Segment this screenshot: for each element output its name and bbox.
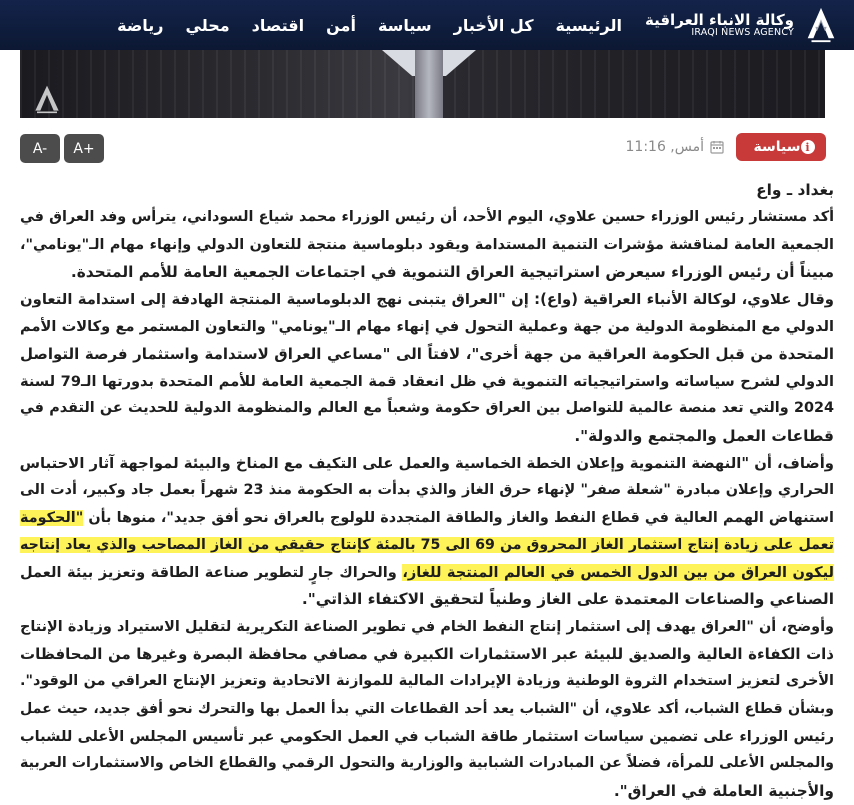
logo-arabic: وكالة الانباء العراقية: [645, 10, 794, 29]
article-body: [20, 177, 834, 805]
article-line-text: استنهاض الهمم العالية في قطاع النفط والغاز والطاقة المتجددة للولوج بالعراق نحو أفق جديد"، منوها بأن: [88, 509, 834, 526]
highlighted-text: تعمل على زيادة إنتاج استثمار الغاز المحروق من 69 الى 75 بالمئة كإنتاج حقيقي من الغاز المصاحب والذي يعاد إنتاجه: [20, 536, 834, 553]
article-line: الحراري وإعلان مبادرة "شعلة صفر" لإنهاء حرق الغاز والذي بدأت به الحكومة منذ 23 شهراً بعمل جاد وكبير، أدت الى: [20, 482, 834, 499]
font-increase-button[interactable]: A+: [64, 134, 104, 163]
article-line: أكد مستشار رئيس الوزراء حسين علاوي، اليوم الأحد، أن رئيس الوزراء محمد شياع السوداني، يترأس وفد العراق في: [20, 209, 834, 226]
article-line: الأخرى لتعزيز استخدام الثروة الوطنية وزيادة الإيرادات المالية للموازنة الاتحادية وتعزيز الإنتاج العراقي من الوقود".: [20, 673, 834, 690]
highlighted-text: "الحكومة: [20, 509, 84, 526]
article-line: المتحدة من قبل الحكومة العراقية من جهة أخرى"، لافتاً الى "مساعي العراق لاستدامة واستثمار فرصة التواصل: [20, 344, 834, 363]
article-hero-image: [20, 50, 825, 118]
category-label: سياسة: [753, 139, 801, 155]
nav-politics[interactable]: سياسة: [377, 15, 432, 35]
article-line: والمجلس الأعلى للمرأة، فضلاً عن المبادرات الشبابية والوزارية والتحول الرقمي والقطاع الخاص والاستثمارات العربية: [20, 755, 834, 772]
article-line-text: والحراك جارٍ لتطوير صناعة الطاقة وتعزيز بيئة العمل: [20, 564, 403, 582]
nav-economy[interactable]: اقتصاد: [251, 15, 305, 35]
logo-text: [645, 12, 794, 39]
article-line: الدولي مع المنظومة الدولية من جهة وعملية التحول في إنهاء مهام الـ"يونامي" والتعاون المستمر مع وكالات الأمم: [20, 318, 834, 336]
article-line: الجمعية العامة لمناقشة مؤشرات التنمية المستدامة ويقود دبلوماسية منتجة للتعاون الدولي وإنهاء مهام الـ"يونامي"،: [20, 236, 834, 253]
hero-tie: [415, 50, 443, 118]
article-line: ذات الكفاءة العالية والصديق للبيئة عبر الاستثمارات الكبيرة في مصافي محافظة البصرة وغيرها من المحافظات: [20, 645, 834, 664]
article-line: قطاعات العمل والمجتمع والدولة".: [574, 426, 834, 445]
nav-all-news[interactable]: كل الأخبار: [453, 15, 534, 35]
date-text: أمس, 11:16: [625, 139, 704, 155]
article-dateline: بغداد ـ واع: [756, 181, 834, 199]
article-line: وبشأن قطاع الشباب، أكد علاوي، أن "الشباب يعد أحد القطاعات التي بدأ العمل بها والتحرك نحو أفق جديد، حيث عمل: [20, 700, 834, 717]
font-decrease-button[interactable]: A-: [20, 134, 60, 163]
nav-sports[interactable]: رياضة: [117, 15, 164, 35]
article-line: مبيناً أن رئيس الوزراء سيعرض استراتيجية العراق التنموية في اجتماعات الجمعية العامة للأمم المتحدة.: [70, 262, 834, 281]
nav-security[interactable]: أمن: [326, 15, 356, 35]
article-line: والأجنبية العاملة في العراق".: [613, 781, 834, 800]
highlighted-text: ليكون العراق من بين الدول الخمس في العالم المنتجة للغاز،: [402, 564, 835, 582]
agency-logo-icon: [802, 5, 840, 45]
calendar-icon: [710, 140, 724, 154]
article-line: وقال علاوي، لوكالة الأنباء العراقية (واع): إن "العراق يتبنى نهج الدبلوماسية المنتجة الهادفة إلى استدامة التعاون: [20, 291, 834, 309]
article-line: [20, 505, 834, 532]
article-line: الصناعي والصناعات المعتمدة على الغاز وطنياً لتحقيق الاكتفاء الذاتي".: [301, 590, 834, 609]
article-line: الدولي لشرح سياساته واستراتيجياته التنموية في ظل انعقاد قمة الجمعية العامة للأمم المتحدة بدورتها الـ79 لسنة: [20, 373, 834, 391]
nav-links: [2, 0, 622, 50]
nav-home[interactable]: الرئيسية: [555, 15, 622, 35]
article-line: وأضاف، أن "النهضة التنموية وإعلان الخطة الخماسية والعمل على التكيف مع المناخ والبيئة لمواجهة آثار الاحتباس: [19, 454, 834, 472]
publish-date: [626, 135, 725, 159]
agency-logo[interactable]: [630, 4, 840, 46]
article-line-highlighted: [20, 532, 834, 559]
article-line: رئيس الوزراء على تضمين سياسات استثمار طاقة الشباب في العمل الحكومي عبر تأسيس المجلس الأعلى للشباب: [20, 727, 834, 745]
watermark-logo-icon: [30, 84, 64, 114]
info-icon: i: [801, 140, 815, 154]
article-line: وأوضح، أن "العراق يهدف إلى استثمار إنتاج النفط الخام في تطوير الصناعة التكريرية لتقليل الاستيراد وزيادة الإنتاج: [20, 618, 834, 635]
top-navbar: [0, 0, 854, 50]
nav-local[interactable]: محلي: [185, 15, 230, 35]
article-line: [20, 559, 834, 586]
logo-english: IRAQI NEWS AGENCY: [691, 27, 794, 39]
article-line: 2024 والتي تعد منصة عالمية للتواصل بين العراق حكومة وشعباً مع العالم والمنظومة الدولية للحديث عن التقدم في: [20, 400, 834, 417]
category-badge[interactable]: [736, 133, 826, 161]
